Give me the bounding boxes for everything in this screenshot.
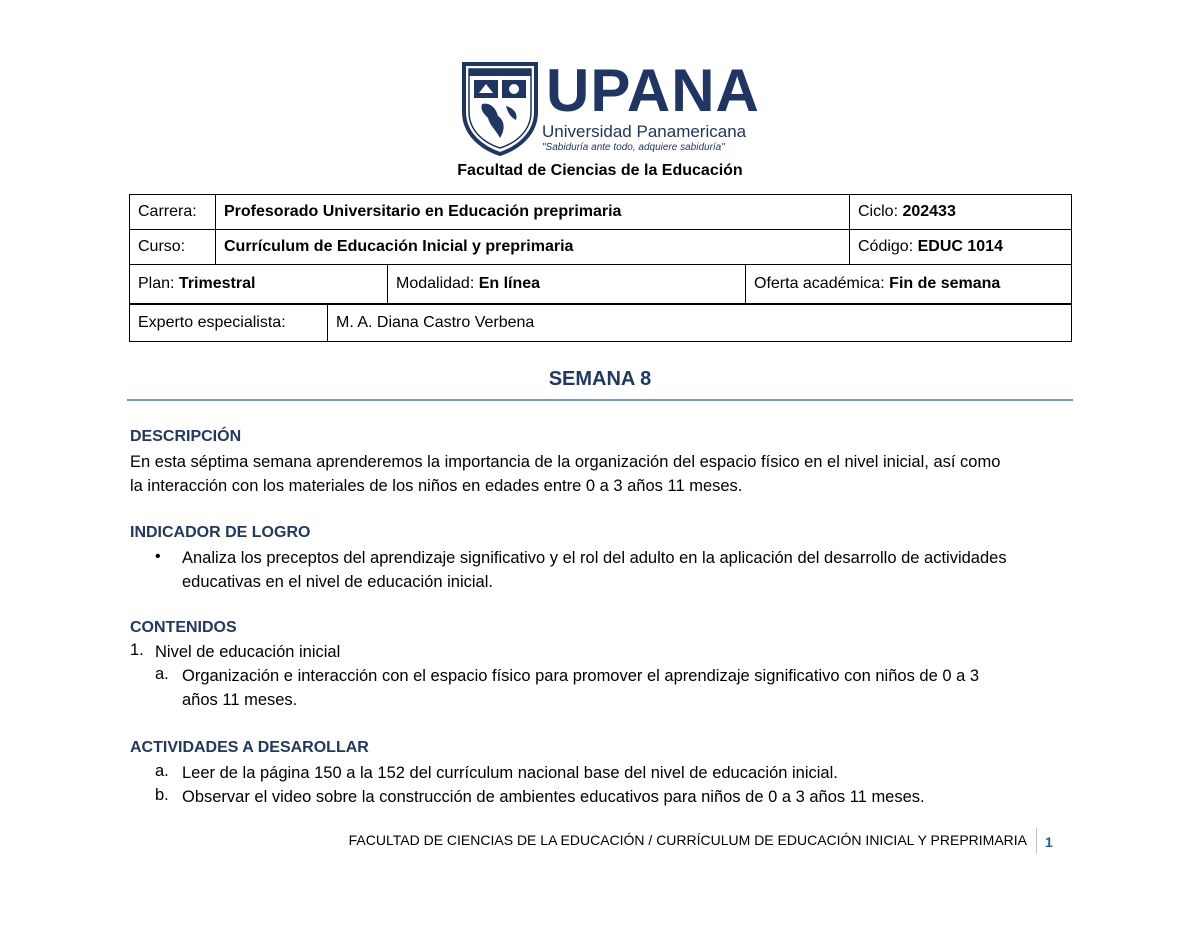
actividad-b: Observar el video sobre la construcción de ambientes educativos para niños de 0 a 3 años 11 meses. bbox=[182, 788, 925, 806]
carrera-value: Profesorado Universitario en Educación preprimaria bbox=[216, 195, 850, 230]
contenidos-sub-a-line-2: años 11 meses. bbox=[182, 691, 298, 709]
carrera-label: Carrera: bbox=[130, 195, 216, 230]
divider bbox=[127, 399, 1073, 401]
indicador-line-1: Analiza los preceptos del aprendizaje significativo y el rol del adulto en la aplicación del desarrollo de actividades bbox=[182, 549, 1007, 567]
contenidos-heading: CONTENIDOS bbox=[130, 619, 237, 636]
ciclo-value: 202433 bbox=[902, 203, 956, 220]
indicador-line-2: educativas en el nivel de educación inicial. bbox=[182, 573, 493, 591]
footer-divider bbox=[1036, 828, 1037, 854]
curso-value: Currículum de Educación Inicial y preprimaria bbox=[216, 230, 850, 265]
experto-value: M. A. Diana Castro Verbena bbox=[328, 305, 1072, 342]
modalidad-label: Modalidad: bbox=[396, 275, 479, 292]
university-seal-icon bbox=[460, 60, 540, 156]
plan-label: Plan: bbox=[138, 275, 179, 292]
info-row-plan bbox=[129, 264, 1072, 304]
bullet-icon: • bbox=[155, 548, 161, 565]
info-row-carrera bbox=[129, 194, 1072, 230]
week-title: SEMANA 8 bbox=[548, 368, 652, 390]
contenidos-item-number: 1. bbox=[130, 641, 144, 659]
actividad-a-letter: a. bbox=[155, 762, 169, 780]
codigo-cell bbox=[850, 230, 1072, 265]
codigo-value: EDUC 1014 bbox=[917, 238, 1003, 255]
faculty-title: Facultad de Ciencias de la Educación bbox=[457, 162, 743, 179]
info-row-experto bbox=[129, 304, 1072, 342]
page-footer: FACULTAD DE CIENCIAS DE LA EDUCACIÓN / CURRÍCULUM DE EDUCACIÓN INICIAL Y PREPRIMARIA bbox=[348, 832, 1027, 848]
ciclo-label: Ciclo: bbox=[858, 203, 903, 220]
actividad-a: Leer de la página 150 a la 152 del currículum nacional base del nivel de educación inicial. bbox=[182, 764, 838, 782]
actividad-b-letter: b. bbox=[155, 786, 169, 804]
indicador-heading: INDICADOR DE LOGRO bbox=[130, 524, 311, 541]
oferta-value: Fin de semana bbox=[889, 275, 1001, 292]
logo-brand: UPANA bbox=[546, 57, 760, 124]
plan-cell bbox=[130, 265, 388, 304]
contenidos-sub-letter: a. bbox=[155, 665, 169, 683]
page-number: 1 bbox=[1045, 834, 1053, 850]
oferta-cell bbox=[746, 265, 1072, 304]
descripcion-heading: DESCRIPCIÓN bbox=[130, 428, 242, 445]
oferta-label: Oferta académica: bbox=[754, 275, 890, 292]
modalidad-cell bbox=[388, 265, 746, 304]
university-logo bbox=[460, 57, 760, 158]
plan-value: Trimestral bbox=[178, 275, 256, 292]
ciclo-cell bbox=[850, 195, 1072, 230]
descripcion-line-1: En esta séptima semana aprenderemos la importancia de la organización del espacio físico en el nivel inicial, así como bbox=[130, 453, 1001, 471]
logo-university-name: Universidad Panamericana bbox=[542, 122, 747, 141]
contenidos-sub-a-line-1: Organización e interacción con el espacio físico para promover el aprendizaje significativo con niños de 0 a 3 bbox=[182, 667, 980, 685]
contenidos-item-1: Nivel de educación inicial bbox=[155, 643, 341, 661]
codigo-label: Código: bbox=[858, 238, 918, 255]
info-row-curso bbox=[129, 229, 1072, 265]
descripcion-line-2: la interacción con los materiales de los niños en edades entre 0 a 3 años 11 meses. bbox=[130, 477, 743, 495]
experto-label: Experto especialista: bbox=[130, 305, 328, 342]
logo-motto: "Sabiduría ante todo, adquiere sabiduría" bbox=[542, 142, 725, 153]
modalidad-value: En línea bbox=[478, 275, 541, 292]
actividades-heading: ACTIVIDADES A DESAROLLAR bbox=[130, 739, 369, 756]
curso-label: Curso: bbox=[130, 230, 216, 265]
